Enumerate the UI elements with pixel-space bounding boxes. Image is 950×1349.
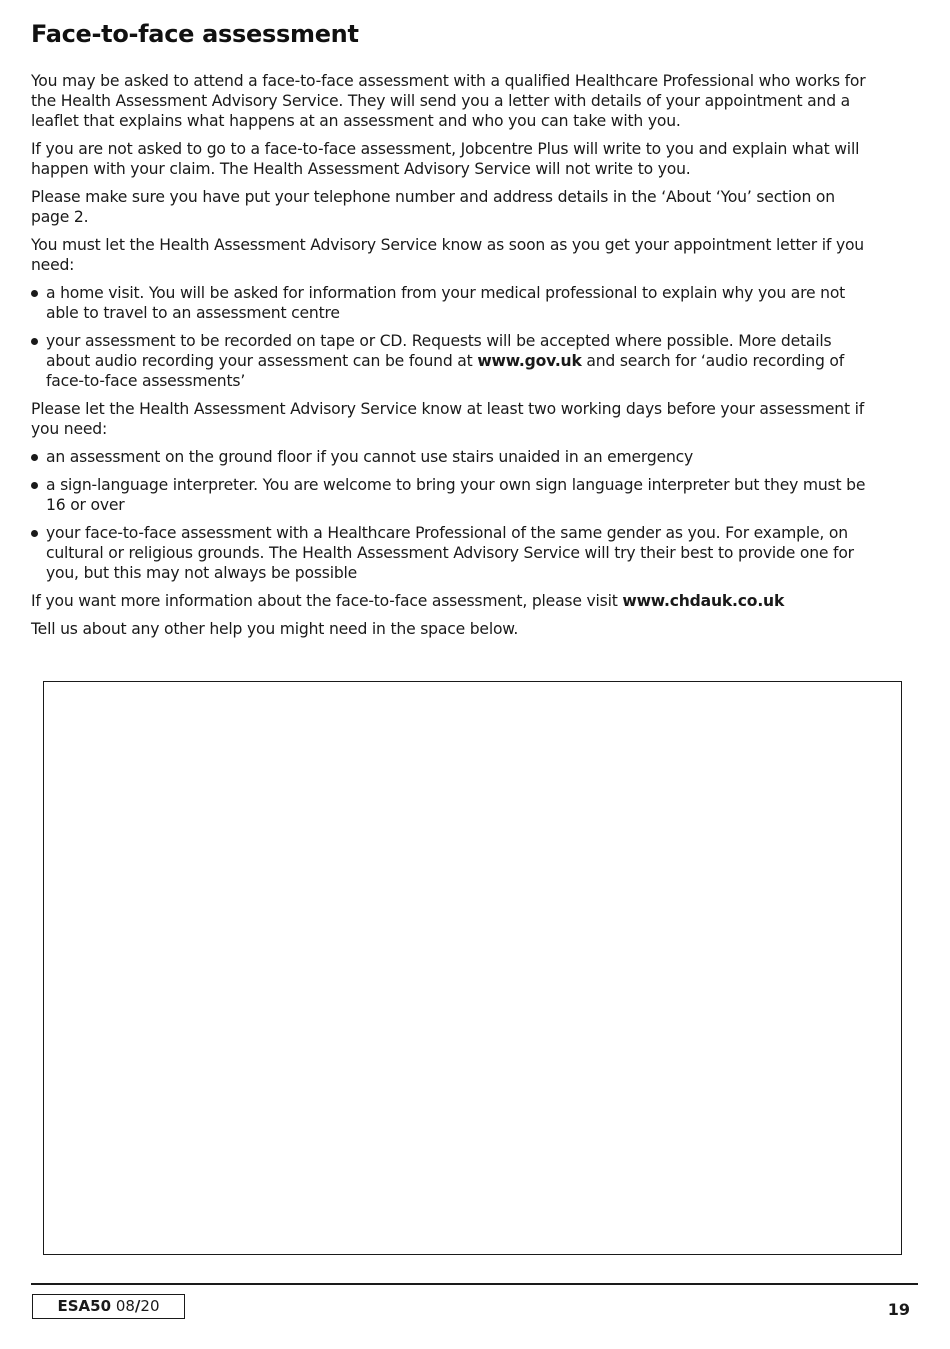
other-help-answer-box[interactable]	[43, 681, 902, 1255]
appointment-needs-list	[31, 283, 871, 391]
form-code: ESA50	[57, 1297, 112, 1315]
list-item-same-gender: your face-to-face assessment with a Healthcare Professional of the same gender as you. For example, on cultural or religious grounds. The Health Assessment Advisory Service will try their best to provide one for you, but this may not always be possible	[31, 523, 871, 583]
paragraph-two-days-notice: Please let the Health Assessment Advisory Service know at least two working days before your assessment if you need:	[31, 400, 865, 438]
list-item-home-visit: a home visit. You will be asked for information from your medical professional to explain why you are not able to travel to an assessment centre	[31, 283, 871, 323]
paragraph-more-info	[31, 591, 871, 611]
form-date-month: 08	[115, 1297, 135, 1315]
paragraph-intro: You may be asked to attend a face-to-face assessment with a qualified Healthcare Professional who works for the Health Assessment Advisory Service. They will send you a letter with details of your appointment and a leaflet that explains what happens at an assessment and who you can take with you.	[31, 72, 866, 130]
footer-divider	[31, 1283, 918, 1285]
more-info-text: If you want more information about the face-to-face assessment, please visit	[31, 592, 623, 610]
page-title: Face-to-face assessment	[31, 20, 359, 48]
form-date-year: 20	[140, 1297, 160, 1315]
paragraph-contact-details: Please make sure you have put your telephone number and address details in the ‘About ‘You’ section on page 2.	[31, 188, 835, 226]
form-date-separator: /	[134, 1297, 141, 1315]
recording-text-end: and search for ‘audio recording of face-to-face assessments’	[46, 352, 845, 390]
list-item-ground-floor: an assessment on the ground floor if you cannot use stairs unaided in an emergency	[31, 447, 871, 467]
page-number: 19	[887, 1300, 910, 1319]
paragraph-appointment-needs: You must let the Health Assessment Advisory Service know as soon as you get your appointment letter if you need:	[31, 236, 864, 274]
recording-text: your assessment to be recorded on tape or CD. Requests will be accepted where possible. More details about audio recording your assessment can be found at	[46, 332, 832, 370]
gov-uk-link[interactable]: www.gov.uk	[477, 352, 582, 370]
form-code-box	[32, 1294, 185, 1319]
paragraph-other-help: Tell us about any other help you might need in the space below.	[31, 620, 519, 638]
list-item-recording	[31, 331, 871, 391]
list-item-interpreter: a sign-language interpreter. You are welcome to bring your own sign language interpreter but they must be 16 or over	[31, 475, 871, 515]
assessment-needs-list	[31, 447, 871, 583]
paragraph-jobcentre: If you are not asked to go to a face-to-face assessment, Jobcentre Plus will write to you and explain what will happen with your claim. The Health Assessment Advisory Service will not write to you.	[31, 140, 860, 178]
chdauk-link[interactable]: www.chdauk.co.uk	[622, 592, 785, 610]
body-content	[31, 71, 871, 647]
